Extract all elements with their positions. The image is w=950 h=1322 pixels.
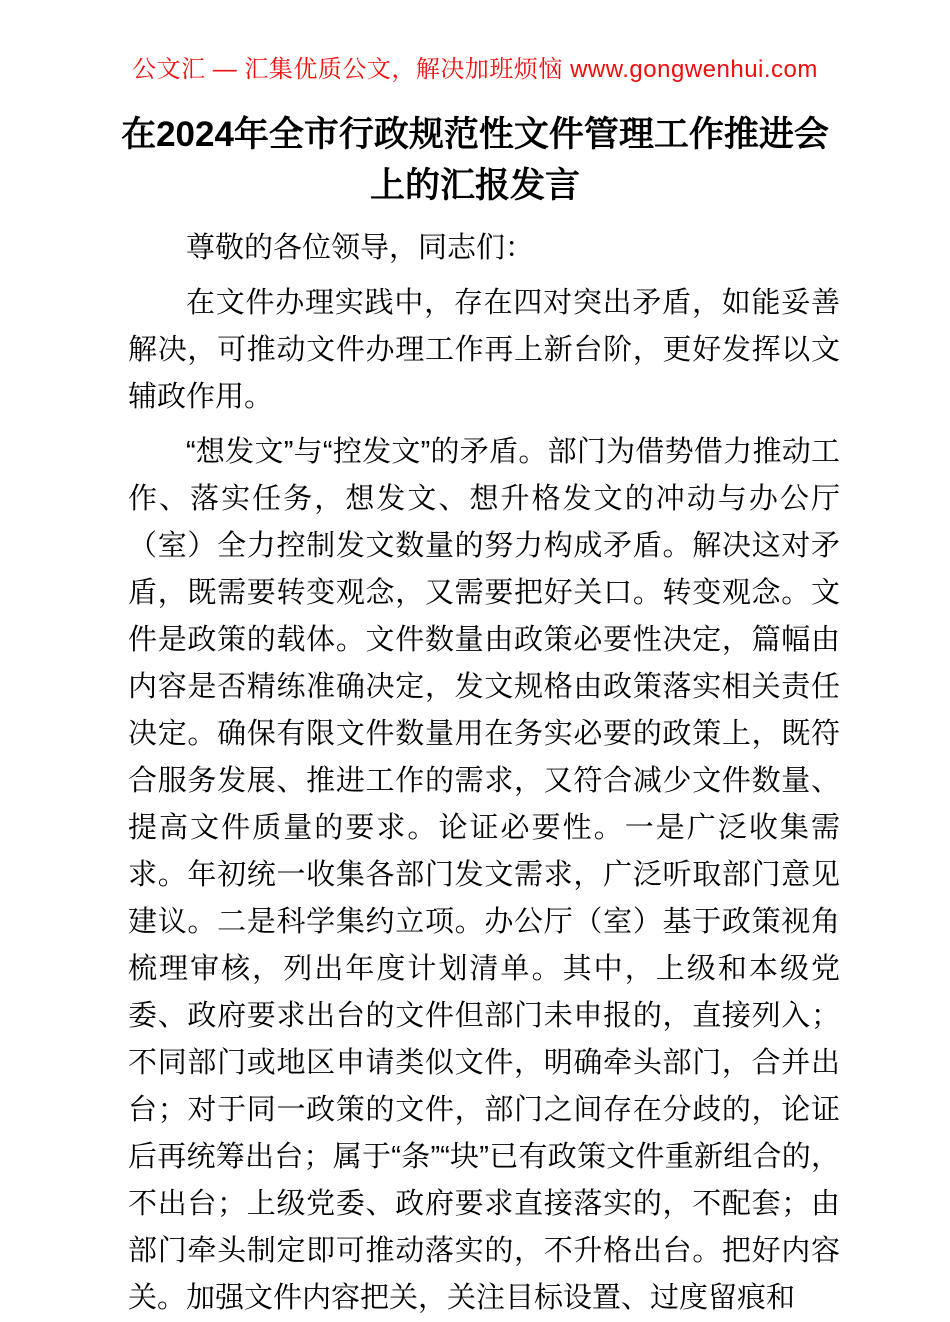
site-header-banner <box>0 55 950 85</box>
document-title <box>0 109 950 211</box>
document-title-line-2: 上的汇报发言 <box>369 166 580 205</box>
paragraph-salutation: 尊敬的各位领导，同志们： <box>186 232 535 264</box>
paragraph-main: “想发文”与“控发文”的矛盾。部门为借势借力推动工作、落实任务，想发文、想升格发文的冲动与办公厅（室）全力控制发文数量的努力构成矛盾。解决这对矛盾，既需要转变观念，又需要把好关口。转变观念。文件是政策的载体。文件数量由政策必要性决定，篇幅由内容是否精练准确决定，发文规格由政策落实相关责任决定。确保有限文件数量用在务实必要的政策上，既符合服务发展、推进工作的需求，又符合减少文件数量、提高文件质量的要求。论证必要性。一是广泛收集需求。年初统一收集各部门发文需求，广泛听取部门意见建议。二是科学集约立项。办公厅（室）基于政策视角梳理审核，列出年度计划清单。其中，上级和本级党委、政府要求出台的文件但部门未申报的，直接列入；不同部门或地区申请类似文件，明确牵头部门，合并出台；对于同一政策的文件，部门之间存在分歧的，论证后再统筹出台；属于“条”“块”已有政策文件重新组合的，不出台；上级党委、政府要求直接落实的，不配套；由部门牵头制定即可推动落实的，不升格出台。把好内容关。加强文件内容把关，关注目标设置、过度留痕和 <box>128 436 840 1314</box>
document-page <box>0 55 950 1314</box>
paragraph-intro: 在文件办理实践中，存在四对突出矛盾，如能妥善解决，可推动文件办理工作再上新台阶，更好发挥以文辅政作用。 <box>128 287 840 413</box>
document-body <box>0 225 950 1322</box>
document-title-line-1: 在2024年全市行政规范性文件管理工作推进会 <box>121 115 829 154</box>
site-header-text: 公文汇 — 汇集优质公文，解决加班烦恼 www.gongwenhui.com <box>132 56 818 83</box>
